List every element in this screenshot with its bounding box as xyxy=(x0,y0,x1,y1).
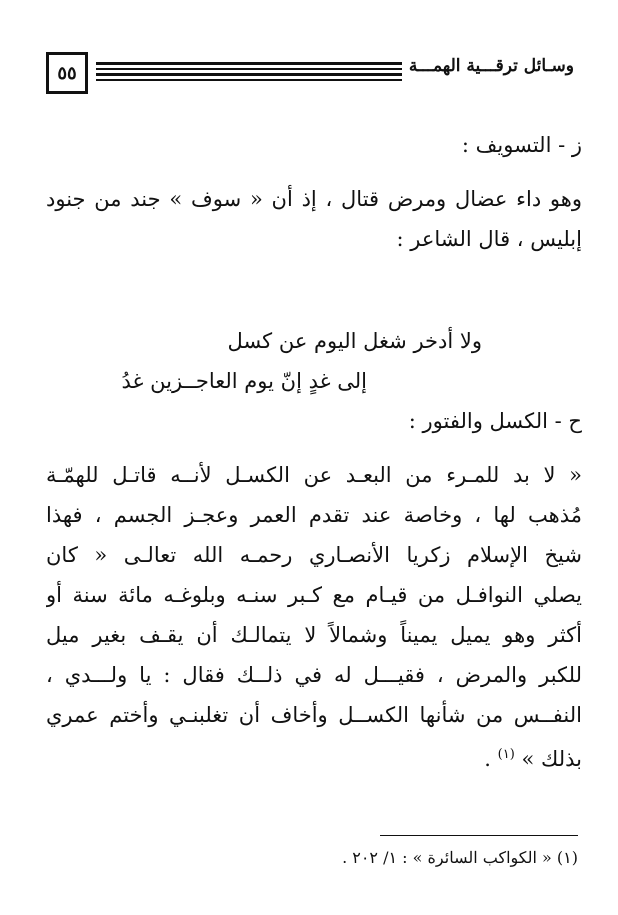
paragraph-line: أكثر وهو يميل يميناً وشمالاً لا يتمالـك أن يقـف بغير ميل xyxy=(46,623,582,647)
paragraph-line: النفــس من شأنها الكســل وأخاف أن تغلبنـي وأختم عمري xyxy=(46,703,582,727)
section-heading-zay: ز - التسويف : xyxy=(461,133,582,157)
sentence-period: . xyxy=(484,747,491,771)
verse-line: إلى غدٍ إنّ يوم العاجــزين غدُ xyxy=(121,369,367,393)
header-rule xyxy=(96,68,402,70)
header-rule xyxy=(96,73,402,76)
footnote-divider xyxy=(380,835,578,836)
paragraph-line: « لا بد للمـرء من البعـد عن الكسـل لأنــه قاتـل للهمّـة xyxy=(46,463,582,487)
page-body xyxy=(46,125,582,779)
paragraph-line: للكبر والمرض ، فقيـــل له في ذلــك فقال : يا ولـــدي ، xyxy=(46,663,582,687)
header-rule xyxy=(96,79,402,81)
paragraph-line: مُذهب لها ، وخاصة عند تقدم العمر وعجـز الجسم ، فهذا xyxy=(46,503,582,527)
paragraph-line: إبليس ، قال الشاعر : xyxy=(396,227,582,251)
section-heading-ha: ح - الكسل والفتور : xyxy=(408,409,582,433)
paragraph-line: شيخ الإسلام زكريا الأنصـاري رحمـه الله تعالـى « كان xyxy=(46,543,582,567)
page-number: ٥٥ xyxy=(46,52,88,94)
last-line-text: بذلك » xyxy=(521,747,582,771)
verse-line: ولا أدخر شغل اليوم عن كسل xyxy=(227,329,482,353)
page-header xyxy=(40,46,580,102)
running-title: وسـائل ترقـــية الهمـــة xyxy=(408,56,574,76)
paragraph-line: يصلي النوافـل من قيـام مع كـبر سنـه وبلوغـه مائة سنة أو xyxy=(46,583,582,607)
footnote: (١) « الكواكب السائرة » : ١/ ٢٠٢ . xyxy=(342,848,578,867)
paragraph-last-line xyxy=(46,735,582,779)
paragraph-line: وهو داء عضال ومرض قتال ، إذ أن « سوف » جند من جنود xyxy=(46,187,582,211)
spacer xyxy=(46,259,582,321)
footnote-marker[interactable]: (١) xyxy=(497,747,515,762)
header-rule xyxy=(96,62,402,65)
